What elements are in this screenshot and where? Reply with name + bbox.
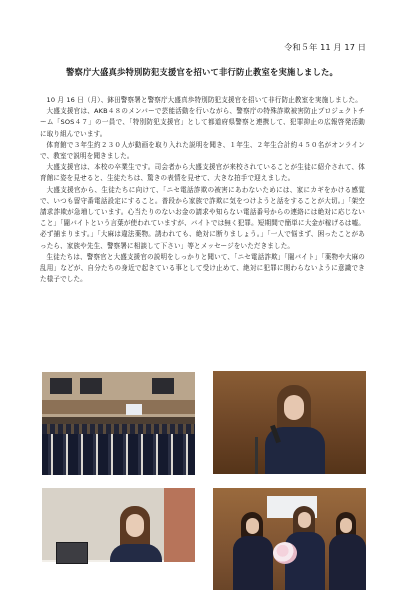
paragraph-6: 生徒たちは、警察官と大盛支援官の説明をしっかりと聞いて、「ニセ電話詐欺」「闇バイト」「薬物や大麻の乱用」などが、自分たちの身近で起きている事として受け止めて、絶対に犯罪に関わらないように意識できた様子でした。 xyxy=(40,252,365,284)
paragraph-1: 10 月 16 日（月）、鉢田警察署と警察庁大盛真歩特別防犯支援官を招いて非行防止教室を実施しました。 xyxy=(46,96,362,104)
document-title: 警察庁大盛真歩特別防犯支援官を招いて非行防止教室を実施しました。 xyxy=(66,67,338,77)
photo-gymnasium-audience xyxy=(42,372,195,475)
paragraph-4: 大盛支援官は、本校の卒業生です。司会者から大盛支援官が来校されていることが生徒に紹介されて、体育館に姿を見せると、生徒たちは、驚きの表情を見せて、大きな拍手で迎えました。 xyxy=(40,163,365,183)
photo-speaker-at-laptop xyxy=(42,488,195,590)
document-date: 令和５年 11 月 17 日 xyxy=(284,42,366,52)
photo-group-with-bouquet xyxy=(213,488,366,590)
paragraph-5: 大盛支援官から、生徒たちに向けて、「ニセ電話詐欺の被害にあわないためには、家にカギをかける感覚で、いつも留守番電話設定にすること。普段から家族で詐欺に気をつけようと話をすることが大切。」「架空請求詐欺が急増しています。心当たりのないお金の請求や知らない電話番号からの連絡には絶対に応じないこと」「闇バイトという言葉が使われていますが、バイトでは無く犯罪。短期間で簡単に大金が稼げるは嘘。必ず捕まります。」「大麻は違法薬物。誘われても、絶対に断りましょう。」「一人で悩まず、困ったことがあったら、家族や先生、警察署に相談して下さい」等とメッセージをいただきました。 xyxy=(40,185,365,250)
paragraph-3: 体育館で３年生約２３０人が動画を取り入れた説明を聞き、１年生、２年生合計約４５０名がオンラインで、教室で説明を聞きました。 xyxy=(40,140,365,161)
document-body xyxy=(40,95,365,285)
paragraph-2: 大盛支援官は、AKB４８のメンバーで芸能活動を行いながら、警察庁の特殊詐欺被害防止プロジェクトチーム「SOS４７」の一員で、「特別防犯支援官」として都道府県警察と連携して、犯罪抑止の広報啓発活動に取り組んでいます。 xyxy=(40,107,365,138)
photo-speaker-with-microphone xyxy=(213,371,366,474)
